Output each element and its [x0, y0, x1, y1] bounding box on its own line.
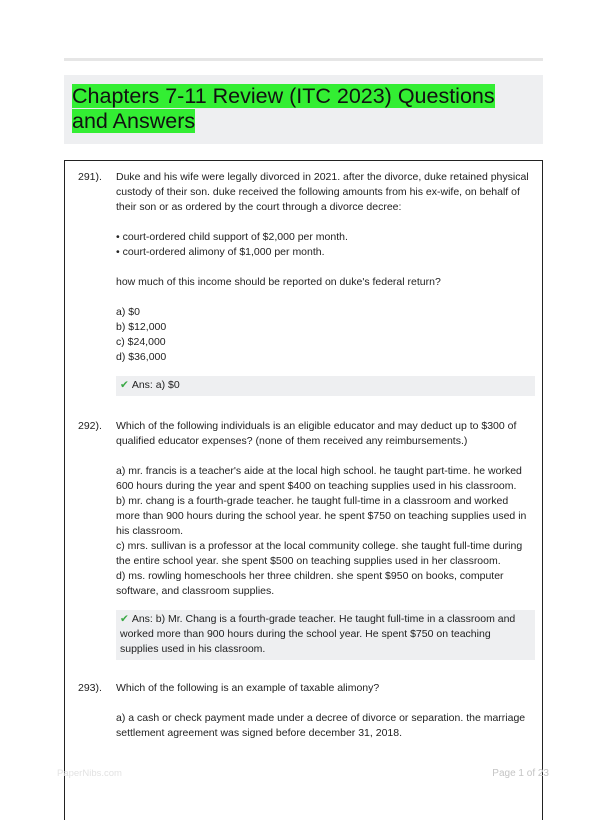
question-number: 291).	[78, 171, 102, 183]
title-highlight: Chapters 7-11 Review (ITC 2023) Questions and Answers	[72, 84, 495, 133]
question-body	[116, 681, 535, 741]
question-body	[116, 170, 535, 396]
option-d: d) ms. rowling homeschools her three children. she spent $950 on books, computer software, and classroom supplies.	[116, 570, 504, 597]
question-text: Duke and his wife were legally divorced in 2021. after the divorce, duke retained physical custody of their son. duke received the following amounts from his ex-wife, on behalf of their son or as ordered by the court through a divorce decree:	[116, 171, 529, 213]
answer-text: Ans: a) $0	[131, 379, 180, 391]
top-divider	[64, 58, 543, 61]
answer-box	[116, 376, 535, 396]
check-icon: ✔	[120, 613, 129, 625]
page-number: Page 1 of 23	[492, 768, 549, 779]
question-body	[116, 419, 535, 660]
answer-box	[116, 610, 535, 660]
questions-container	[64, 160, 543, 820]
question-text: Which of the following is an example of taxable alimony?	[116, 682, 380, 694]
bullet-item: • court-ordered child support of $2,000 per month.	[116, 231, 348, 243]
question-prompt: how much of this income should be reported on duke's federal return?	[116, 276, 441, 288]
question-number: 292).	[78, 420, 102, 432]
check-icon: ✔	[120, 379, 129, 391]
option-c: c) mrs. sullivan is a professor at the local community college. she taught full-time during the entire school year. she spent $500 on teaching supplies used in her classroom.	[116, 540, 523, 567]
answer-text: Ans: b) Mr. Chang is a fourth-grade teacher. He taught full-time in a classroom and worked more than 900 hours during the school year. He spent $750 on teaching supplies used in his classroom.	[120, 613, 516, 655]
title-banner	[64, 75, 543, 144]
option-b: b) mr. chang is a fourth-grade teacher. he taught full-time in a classroom and worked more than 900 hours during the school year. he spent $750 on teaching supplies used in his classroom.	[116, 495, 527, 537]
question-number: 293).	[78, 682, 102, 694]
option-a: a) $0	[116, 306, 140, 318]
page-title	[72, 84, 535, 134]
question-text: Which of the following individuals is an eligible educator and may deduct up to $300 of qualified educator expenses? (none of them received any reimbursements.)	[116, 420, 517, 447]
bullet-item: • court-ordered alimony of $1,000 per month.	[116, 246, 325, 258]
option-a: a) a cash or check payment made under a decree of divorce or separation. the marriage settlement agreement was signed before december 31, 2018.	[116, 712, 526, 739]
option-c: c) $24,000	[116, 336, 166, 348]
option-b: b) $12,000	[116, 321, 167, 333]
footer-site: PaperNibs.com	[57, 768, 122, 779]
option-a: a) mr. francis is a teacher's aide at the local high school. he taught part-time. he worked 600 hours during the year and spent $400 on teaching supplies used in his classroom.	[116, 465, 522, 492]
option-d: d) $36,000	[116, 351, 167, 363]
